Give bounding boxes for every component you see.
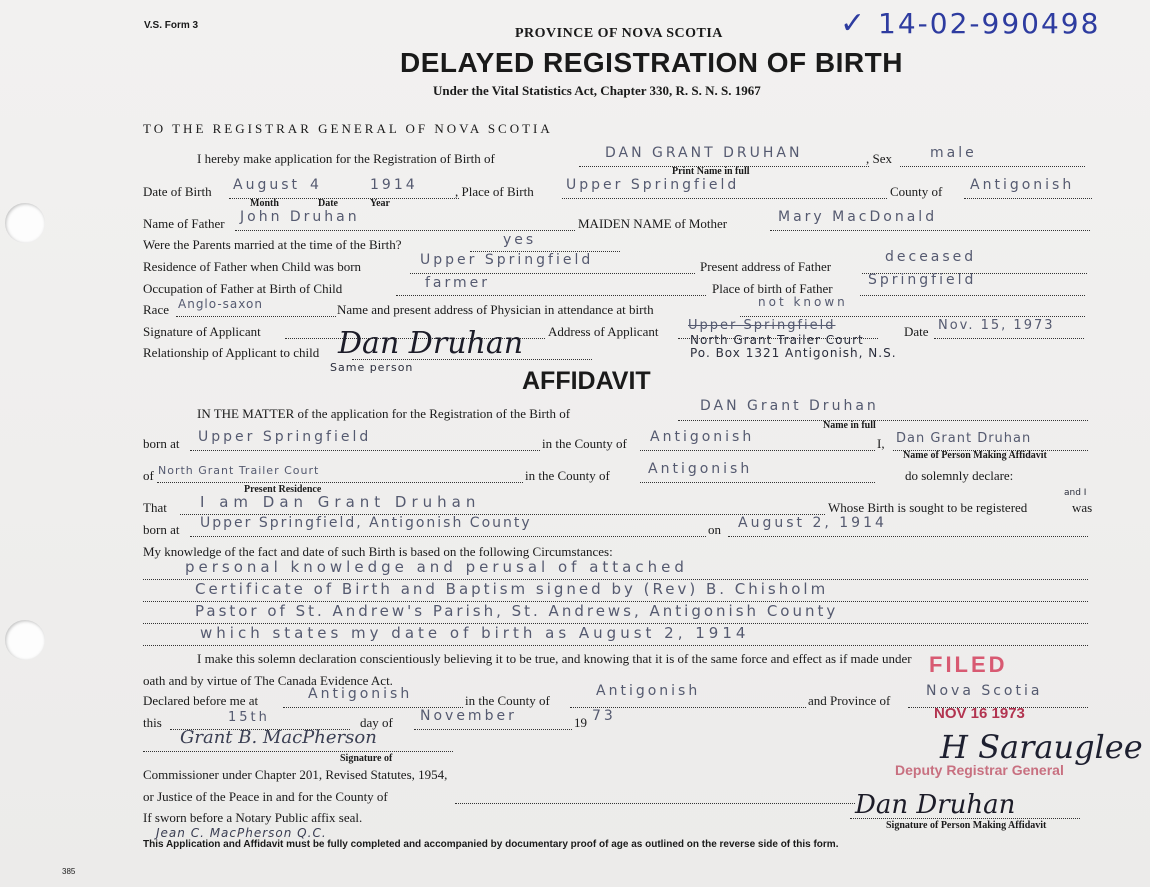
place-label: , Place of Birth (455, 184, 534, 199)
affidavit-intro: IN THE MATTER of the application for the Registration of the Birth of (197, 406, 571, 421)
father-label: Name of Father (143, 216, 225, 231)
deponent-signature: Dan Druhan (855, 790, 1016, 820)
race-label: Race (143, 302, 169, 317)
child-name-value: DAN GRANT DRUHAN (605, 145, 803, 161)
dob-label: Date of Birth (143, 184, 212, 199)
punch-hole-top (5, 203, 45, 243)
of-label: of (143, 468, 154, 483)
address-label: Address of Applicant (548, 324, 659, 339)
address-line-3: Po. Box 1321 Antigonish, N.S. (690, 346, 897, 360)
solemn-line-2: oath and by virtue of The Canada Evidence Act. (143, 673, 393, 688)
born-on-value: August 2, 1914 (738, 515, 887, 531)
application-intro: I hereby make application for the Registration of Birth of (197, 151, 495, 166)
residence-affidavit: North Grant Trailer Court (158, 464, 320, 477)
mother-label: MAIDEN NAME of Mother (578, 216, 728, 231)
present-address-label: Present address of Father (700, 259, 832, 274)
was-label: was (1072, 500, 1093, 515)
affidavit-child-name: DAN Grant Druhan (700, 398, 879, 414)
county-value-2: Antigonish (650, 429, 755, 445)
county-value: Antigonish (970, 177, 1075, 193)
on-label: on (708, 522, 721, 537)
year-caption: Year (370, 198, 390, 209)
day-value: 15th (228, 710, 270, 725)
affidavit-heading: AFFIDAVIT (522, 367, 651, 395)
signature-of-caption: Signature of (340, 753, 393, 764)
relationship-value: Same person (330, 361, 414, 374)
that-value: I am Dan Grant Druhan (200, 493, 481, 511)
county-value-3: Antigonish (648, 461, 753, 477)
born-at-value-2: Upper Springfield, Antigonish County (200, 515, 532, 531)
declared-at-value: Antigonish (308, 686, 413, 702)
sex-value: male (930, 145, 977, 161)
physician-value: not known (758, 295, 848, 309)
sex-label: , Sex (866, 151, 892, 166)
i-label: I, (877, 436, 885, 451)
deponent-value: Dan Grant Druhan (896, 431, 1032, 446)
dob-month-value: August (233, 177, 300, 193)
print-name-caption: Print Name in full (672, 166, 750, 177)
residence-label: Residence of Father when Child was born (143, 259, 362, 274)
father-value: John Druhan (240, 209, 360, 225)
born-at-label: born at (143, 436, 180, 451)
dob-day-value: 4 (310, 177, 322, 193)
addressee: TO THE REGISTRAR GENERAL OF NOVA SCOTIA (143, 121, 553, 136)
month-caption: Month (250, 198, 279, 209)
deponent-caption: Name of Person Making Affidavit (903, 450, 1047, 461)
relationship-label: Relationship of Applicant to child (143, 345, 320, 360)
county-value-4: Antigonish (596, 683, 701, 699)
occupation-value: farmer (425, 275, 491, 291)
whose-birth-label: Whose Birth is sought to be registered (828, 500, 1028, 515)
signature-label: Signature of Applicant (143, 324, 261, 339)
present-residence-caption: Present Residence (244, 484, 322, 495)
year-prefix: 19 (574, 715, 587, 730)
address-line-2: North Grant Trailer Court (690, 333, 864, 347)
commissioner-signature: Grant B. MacPherson (180, 727, 377, 748)
mother-value: Mary MacDonald (778, 209, 938, 225)
married-value: yes (503, 232, 537, 248)
born-at-value: Upper Springfield (198, 429, 372, 445)
date-value: Nov. 15, 1973 (938, 318, 1055, 333)
deputy-registrar-stamp: Deputy Registrar General (895, 762, 1064, 778)
province-label: and Province of (808, 693, 891, 708)
form-title: DELAYED REGISTRATION OF BIRTH (400, 47, 903, 78)
filed-stamp: FILED (929, 652, 1008, 677)
circumstance-line-2: Certificate of Birth and Baptism signed by (Rev) B. Chisholm (195, 580, 829, 598)
day-of-label: day of (360, 715, 393, 730)
date-label: Date (904, 324, 929, 339)
dob-year-value: 1914 (370, 177, 418, 193)
address-value-struck: Upper Springfield (688, 318, 836, 333)
declare-label: do solemnly declare: (905, 468, 1014, 483)
declared-label: Declared before me at (143, 693, 259, 708)
year-value: 73 (592, 708, 616, 724)
knowledge-label: My knowledge of the fact and date of such Birth is based on the following Circumstances: (143, 544, 613, 559)
born-at-label-2: born at (143, 522, 180, 537)
county-label-2: in the County of (542, 436, 627, 451)
that-label: That (143, 500, 167, 515)
solemn-line-1: I make this solemn declaration conscientiously believing it to be true, and knowing that it is of the same force and effect as if made under (197, 651, 912, 666)
county-label-3: in the County of (525, 468, 610, 483)
form-subtitle: Under the Vital Statistics Act, Chapter 330, R. S. N. S. 1967 (433, 83, 761, 98)
punch-hole-bottom (5, 620, 45, 660)
residence-value: Upper Springfield (420, 252, 594, 268)
circumstance-line-1: personal knowledge and perusal of attached (185, 558, 688, 576)
name-in-full-caption: Name in full (823, 420, 876, 431)
registrar-signature: H Sarauglee (940, 728, 1143, 766)
married-label: Were the Parents married at the time of the Birth? (143, 237, 402, 252)
date-caption: Date (318, 198, 338, 209)
month-value: November (420, 708, 517, 724)
present-address-value: deceased (885, 249, 977, 265)
filed-date-stamp: NOV 16 1973 (934, 705, 1025, 722)
footer-note: This Application and Affidavit must be fully completed and accompanied by documentary proof of age as outlined on the reverse side of this form. (143, 839, 839, 850)
check-mark-icon: ✓ (840, 6, 868, 41)
place-value: Upper Springfield (566, 177, 740, 193)
file-number (840, 6, 1100, 41)
commissioner-name: Jean C. MacPherson Q.C. (156, 826, 327, 840)
father-birthplace-value: Springfield (868, 272, 977, 288)
circumstance-line-3: Pastor of St. Andrew's Parish, St. Andrews, Antigonish County (195, 602, 839, 620)
justice-label: or Justice of the Peace in and for the County of (143, 789, 388, 804)
applicant-signature: Dan Druhan (338, 326, 524, 361)
bottom-code: 385 (62, 867, 76, 876)
father-birthplace-label: Place of birth of Father (712, 281, 833, 296)
province-heading: PROVINCE OF NOVA SCOTIA (515, 26, 723, 41)
circumstance-line-4: which states my date of birth as August 2, 1914 (200, 624, 750, 642)
race-value: Anglo-saxon (178, 297, 263, 311)
this-label: this (143, 715, 162, 730)
province-value: Nova Scotia (926, 683, 1043, 699)
file-number-text: 14-02-990498 (878, 7, 1101, 40)
commissioner-label: Commissioner under Chapter 201, Revised Statutes, 1954, (143, 767, 448, 782)
county-label: County of (890, 184, 943, 199)
and-i-insert: and I (1064, 488, 1087, 498)
physician-label: Name and present address of Physician in attendance at birth (337, 302, 654, 317)
deponent-signature-caption: Signature of Person Making Affidavit (886, 820, 1047, 831)
county-label-4: in the County of (465, 693, 550, 708)
form-number: V.S. Form 3 (144, 20, 199, 31)
occupation-label: Occupation of Father at Birth of Child (143, 281, 343, 296)
notary-label: If sworn before a Notary Public affix seal. (143, 810, 363, 825)
